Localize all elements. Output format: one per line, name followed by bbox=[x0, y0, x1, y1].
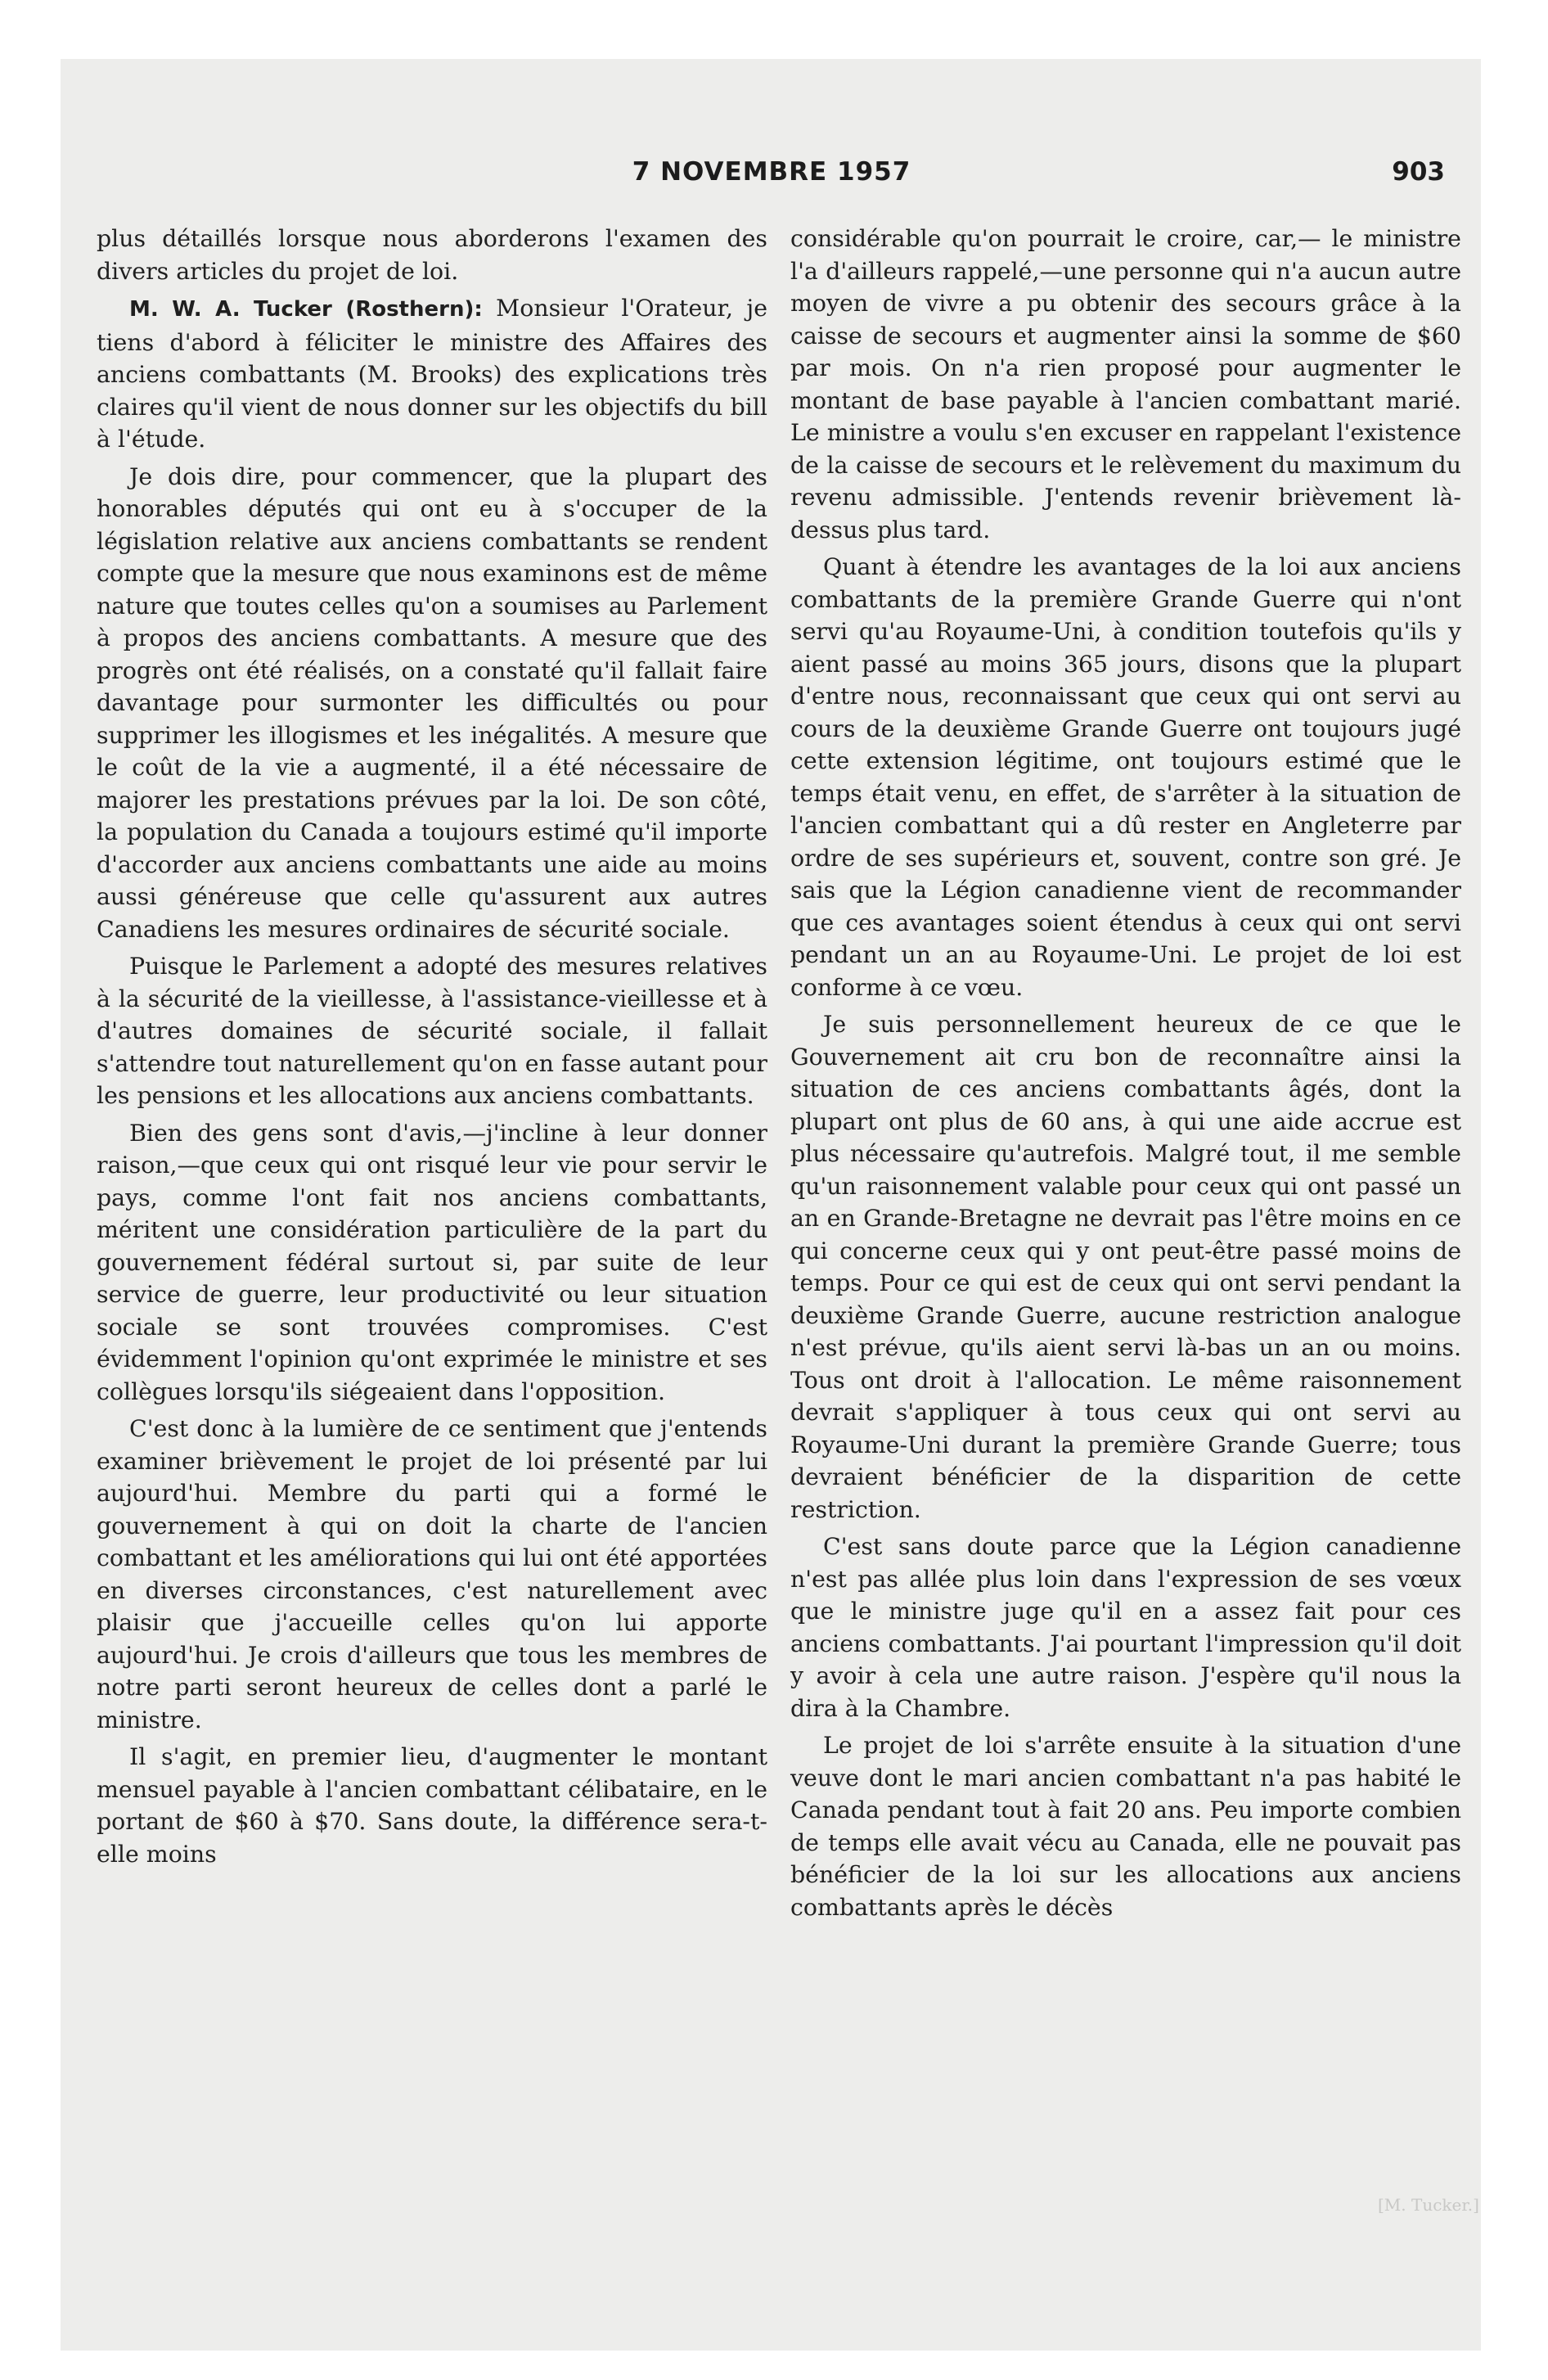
speaker-paragraph bbox=[97, 292, 767, 456]
right-column bbox=[790, 223, 1461, 1928]
speaker-name: M. W. A. Tucker (Rosthern): bbox=[129, 297, 483, 322]
paragraph: Je suis personnellement heureux de ce que le Gouvernement ait cru bon de reconnaître ainsi la situation de ces anciens combattants âgés, dont la plupart ont plus de 60 ans, à qui une aide accrue est plus nécessaire qu'autrefois. Malgré tout, il me semble qu'un raisonnement valable pour ceux qui ont passé un an en Grande-Bretagne ne devrait pas l'être moins en ce qui concerne ceux qui y ont peut-être passé moins de temps. Pour ce qui est de ceux qui ont servi pendant la deuxième Grande Guerre, aucune restriction analogue n'est prévue, qu'ils aient servi là-bas un an ou moins. Tous ont droit à l'allocation. Le même raisonnement devrait s'appliquer à tous ceux qui ont servi au Royaume-Uni durant la première Grande Guerre; tous devraient bénéficier de la disparition de cette restriction. bbox=[790, 1011, 1461, 1523]
left-column bbox=[97, 223, 767, 1875]
paragraph: Le projet de loi s'arrête ensuite à la situation d'une veuve dont le mari ancien combattant n'a pas habité le Canada pendant tout à fait 20 ans. Peu importe combien de temps elle avait vécu au Canada, elle ne pouvait pas bénéficier de la loi sur les allocations aux anciens combattants après le décès bbox=[790, 1732, 1461, 1921]
paragraph: Puisque le Parlement a adopté des mesures relatives à la sécurité de la vieillesse, à l'assistance-vieillesse et à d'autres domaines de sécurité sociale, il fallait s'attendre tout naturellement qu'on en fasse autant pour les pensions et les allocations aux anciens combattants. bbox=[97, 953, 767, 1109]
paragraph: considérable qu'on pourrait le croire, car,— le ministre l'a d'ailleurs rappelé,—une personne qui n'a aucun autre moyen de vivre a pu obtenir des secours grâce à la caisse de secours et augmenter ainsi la somme de $60 par mois. On n'a rien proposé pour augmenter le montant de base payable à l'ancien combattant marié. Le ministre a voulu s'en excuser en rappelant l'existence de la caisse de secours et le relèvement du maximum du revenu admissible. J'entends revenir brièvement là-dessus plus tard. bbox=[790, 225, 1461, 543]
paragraph: C'est sans doute parce que la Légion canadienne n'est pas allée plus loin dans l'expression de ses vœux que le ministre juge qu'il en a assez fait pour ces anciens combattants. J'ai pourtant l'impression qu'il doit y avoir à cela une autre raison. J'espère qu'il nous la dira à la Chambre. bbox=[790, 1533, 1461, 1722]
speaker-text: Monsieur l'Orateur, je tiens d'abord à féliciter le ministre des Affaires des anciens combattants (M. Brooks) des explications très claires qu'il vient de nous donner sur les objectifs du bill à l'étude. bbox=[97, 295, 768, 453]
paragraph: C'est donc à la lumière de ce sentiment que j'entends examiner brièvement le projet de loi présenté par lui aujourd'hui. Membre du parti qui a formé le gouvernement à qui on doit la charte de l'ancien combattant et les améliorations qui lui ont été apportées en diverses circonstances, c'est naturellement avec plaisir que j'accueille celles qu'on lui apporte aujourd'hui. Je crois d'ailleurs que tous les membres de notre parti seront heureux de celles dont a parlé le ministre. bbox=[97, 1415, 767, 1733]
header-date: 7 NOVEMBRE 1957 bbox=[632, 157, 911, 187]
paragraph: plus détaillés lorsque nous aborderons l'examen des divers articles du projet de loi. bbox=[97, 225, 767, 285]
paragraph: Je dois dire, pour commencer, que la plupart des honorables députés qui ont eu à s'occuper de la législation relative aux anciens combattants se rendent compte que la mesure que nous examinons est de même nature que toutes celles qu'on a soumises au Parlement à propos des anciens combattants. A mesure que des progrès ont été réalisés, on a constaté qu'il fallait faire davantage pour surmonter les difficultés ou pour supprimer les illogismes et les inégalités. A mesure que le coût de la vie a augmenté, il a été nécessaire de majorer les prestations prévues par la loi. De son côté, la population du Canada a toujours estimé qu'il importe d'accorder aux anciens combattants une aide au moins aussi généreuse que celle qu'assurent aux autres Canadiens les mesures ordinaires de sécurité sociale. bbox=[97, 462, 767, 943]
paragraph: Il s'agit, en premier lieu, d'augmenter le montant mensuel payable à l'ancien combattant célibataire, en le portant de $60 à $70. Sans doute, la différence sera-t-elle moins bbox=[97, 1743, 767, 1868]
page-header bbox=[98, 157, 1445, 196]
speaker-attribution: [M. Tucker.] bbox=[1378, 2195, 1479, 2215]
paragraph: Bien des gens sont d'avis,—j'incline à leur donner raison,—que ceux qui ont risqué leur vie pour servir le pays, comme l'ont fait nos anciens combattants, méritent une considération particulière de la part du gouvernement fédéral surtout si, par suite de leur service de guerre, leur productivité ou leur situation sociale se sont trouvées compromises. C'est évidemment l'opinion qu'ont exprimée le ministre et ses collègues lorsqu'ils siégeaient dans l'opposition. bbox=[97, 1119, 767, 1405]
paragraph: Quant à étendre les avantages de la loi aux anciens combattants de la première Grande Guerre qui n'ont servi qu'au Royaume-Uni, à condition toutefois qu'ils y aient passé au moins 365 jours, disons que la plupart d'entre nous, reconnaissant que ceux qui ont servi au cours de la deuxième Grande Guerre ont toujours jugé cette extension légitime, ont toujours estimé que le temps était venu, en effet, de s'arrêter à la situation de l'ancien combattant qui a dû rester en Angleterre par ordre de ses supérieurs et, souvent, contre son gré. Je sais que la Légion canadienne vient de recommander que ces avantages soient étendus à ceux qui ont servi pendant un an au Royaume-Uni. Le projet de loi est conforme à ce vœu. bbox=[790, 553, 1461, 1001]
page-number: 903 bbox=[1392, 157, 1445, 187]
